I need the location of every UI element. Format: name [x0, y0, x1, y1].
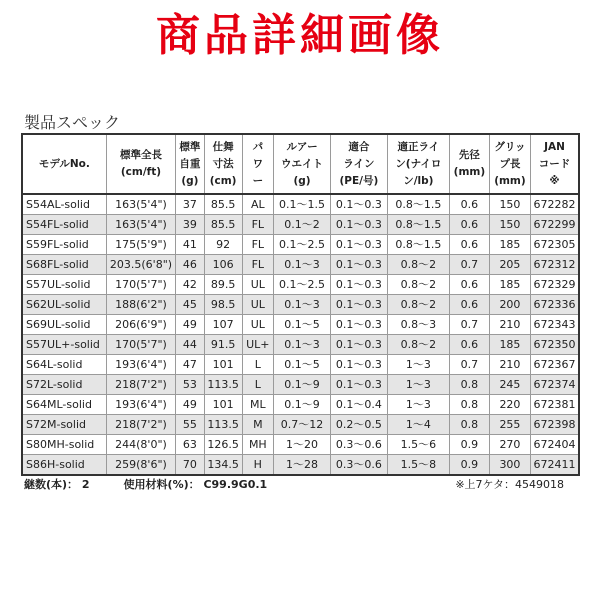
model-cell: S59FL-solid — [22, 235, 106, 255]
table-cell: 672398 — [530, 415, 579, 435]
table-cell: 1～28 — [274, 455, 331, 476]
table-cell: 672336 — [530, 295, 579, 315]
model-cell: S57UL+-solid — [22, 335, 106, 355]
table-cell: 55 — [176, 415, 204, 435]
table-row — [22, 455, 579, 476]
table-cell: 0.9 — [449, 435, 489, 455]
table-cell: FL — [242, 255, 274, 275]
table-cell: MH — [242, 435, 274, 455]
table-cell: 0.8～2 — [387, 335, 449, 355]
table-cell: 170(5'7") — [106, 275, 175, 295]
table-cell: 0.3～0.6 — [330, 435, 387, 455]
table-cell: 672350 — [530, 335, 579, 355]
table-cell: 672381 — [530, 395, 579, 415]
table-cell: 185 — [489, 275, 530, 295]
table-cell: 89.5 — [204, 275, 242, 295]
table-cell: 0.8～2 — [387, 295, 449, 315]
table-cell: 210 — [489, 355, 530, 375]
table-cell: 163(5'4") — [106, 215, 175, 235]
table-cell: 41 — [176, 235, 204, 255]
table-cell: UL — [242, 275, 274, 295]
table-cell: 218(7'2") — [106, 415, 175, 435]
table-cell: 0.8～1.5 — [387, 215, 449, 235]
table-cell: 672299 — [530, 215, 579, 235]
table-cell: 218(7'2") — [106, 375, 175, 395]
table-cell: 0.1～9 — [274, 395, 331, 415]
table-cell: 0.8 — [449, 395, 489, 415]
column-header: 先径 (mm) — [449, 134, 489, 194]
table-cell: 300 — [489, 455, 530, 476]
table-cell: 134.5 — [204, 455, 242, 476]
jan-prefix-note: ※上7ケタ：4549018 — [455, 478, 564, 491]
table-cell: 0.1～3 — [274, 335, 331, 355]
table-cell: 39 — [176, 215, 204, 235]
table-cell: 0.8～3 — [387, 315, 449, 335]
table-row — [22, 375, 579, 395]
table-cell: 150 — [489, 194, 530, 215]
table-cell: 85.5 — [204, 215, 242, 235]
table-cell: 46 — [176, 255, 204, 275]
model-cell: S64L-solid — [22, 355, 106, 375]
table-cell: 0.6 — [449, 235, 489, 255]
column-header: 適合 ライン (PE/号) — [330, 134, 387, 194]
model-cell: S80MH-solid — [22, 435, 106, 455]
table-cell: 70 — [176, 455, 204, 476]
table-cell: 42 — [176, 275, 204, 295]
table-cell: 1.5～6 — [387, 435, 449, 455]
table-cell: 0.8 — [449, 415, 489, 435]
table-row — [22, 194, 579, 215]
column-header: JAN コード ※ — [530, 134, 579, 194]
table-cell: 672404 — [530, 435, 579, 455]
table-cell: 203.5(6'8") — [106, 255, 175, 275]
table-cell: 0.1～2.5 — [274, 235, 331, 255]
table-row — [22, 335, 579, 355]
table-cell: 0.1～3 — [274, 295, 331, 315]
model-cell: S72L-solid — [22, 375, 106, 395]
table-cell: 0.7 — [449, 255, 489, 275]
model-cell: S72M-solid — [22, 415, 106, 435]
table-cell: 150 — [489, 215, 530, 235]
table-row — [22, 355, 579, 375]
table-cell: UL — [242, 315, 274, 335]
table-cell: 188(6'2") — [106, 295, 175, 315]
table-cell: 0.1～0.3 — [330, 355, 387, 375]
table-cell: 672374 — [530, 375, 579, 395]
table-cell: 0.1～5 — [274, 315, 331, 335]
table-cell: 53 — [176, 375, 204, 395]
table-cell: 193(6'4") — [106, 355, 175, 375]
column-header: モデルNo. — [22, 134, 106, 194]
table-cell: 0.8～2 — [387, 255, 449, 275]
table-cell: 0.1～0.3 — [330, 375, 387, 395]
table-cell: 92 — [204, 235, 242, 255]
table-cell: 270 — [489, 435, 530, 455]
table-cell: H — [242, 455, 274, 476]
table-cell: 0.1～0.3 — [330, 275, 387, 295]
table-cell: 0.6 — [449, 215, 489, 235]
table-cell: 672343 — [530, 315, 579, 335]
model-cell: S69UL-solid — [22, 315, 106, 335]
table-cell: L — [242, 355, 274, 375]
table-cell: 672305 — [530, 235, 579, 255]
table-row — [22, 255, 579, 275]
table-cell: 205 — [489, 255, 530, 275]
table-cell: 259(8'6") — [106, 455, 175, 476]
table-cell: 0.8 — [449, 375, 489, 395]
table-row — [22, 395, 579, 415]
table-cell: UL+ — [242, 335, 274, 355]
table-cell: 0.9 — [449, 455, 489, 476]
table-cell: FL — [242, 215, 274, 235]
table-row — [22, 215, 579, 235]
table-cell: 0.7 — [449, 355, 489, 375]
table-cell: 672329 — [530, 275, 579, 295]
table-row — [22, 275, 579, 295]
table-cell: 0.1～0.3 — [330, 315, 387, 335]
table-cell: 163(5'4") — [106, 194, 175, 215]
column-header: グリッ プ長 (mm) — [489, 134, 530, 194]
table-cell: 210 — [489, 315, 530, 335]
table-cell: 185 — [489, 235, 530, 255]
table-body — [22, 194, 579, 475]
table-cell: 0.8～1.5 — [387, 235, 449, 255]
table-cell: 106 — [204, 255, 242, 275]
table-cell: 107 — [204, 315, 242, 335]
table-cell: FL — [242, 235, 274, 255]
column-header: 適正ライ ン(ナイロ ン/lb) — [387, 134, 449, 194]
table-cell: 0.8～2 — [387, 275, 449, 295]
table-cell: 0.1～5 — [274, 355, 331, 375]
table-cell: 206(6'9") — [106, 315, 175, 335]
table-cell: 672411 — [530, 455, 579, 476]
table-cell: 1.5～8 — [387, 455, 449, 476]
table-cell: 47 — [176, 355, 204, 375]
table-cell: 85.5 — [204, 194, 242, 215]
pieces-count: 継数(本)： 2 — [24, 478, 90, 491]
table-cell: 672282 — [530, 194, 579, 215]
table-cell: 185 — [489, 335, 530, 355]
table-cell: 37 — [176, 194, 204, 215]
table-cell: 220 — [489, 395, 530, 415]
table-cell: 45 — [176, 295, 204, 315]
table-cell: AL — [242, 194, 274, 215]
table-cell: 0.1～9 — [274, 375, 331, 395]
model-cell: S86H-solid — [22, 455, 106, 476]
table-cell: 0.7～12 — [274, 415, 331, 435]
table-cell: 245 — [489, 375, 530, 395]
model-cell: S54FL-solid — [22, 215, 106, 235]
table-cell: 101 — [204, 355, 242, 375]
footer-specs — [24, 476, 267, 492]
table-cell: L — [242, 375, 274, 395]
section-title: 製品スペック — [24, 113, 121, 132]
table-cell: 175(5'9") — [106, 235, 175, 255]
table-cell: 0.1～0.3 — [330, 335, 387, 355]
table-cell: 0.6 — [449, 275, 489, 295]
table-cell: 0.1～0.3 — [330, 295, 387, 315]
table-cell: 0.1～3 — [274, 255, 331, 275]
column-header: 仕舞 寸法 (cm) — [204, 134, 242, 194]
table-row — [22, 295, 579, 315]
table-cell: 255 — [489, 415, 530, 435]
page-heading: 商品詳細画像 — [156, 10, 444, 61]
table-cell: 44 — [176, 335, 204, 355]
table-cell: 1～4 — [387, 415, 449, 435]
table-cell: 0.1～0.3 — [330, 255, 387, 275]
model-cell: S54AL-solid — [22, 194, 106, 215]
table-cell: 0.6 — [449, 335, 489, 355]
model-cell: S57UL-solid — [22, 275, 106, 295]
table-cell: 0.2～0.5 — [330, 415, 387, 435]
table-row — [22, 315, 579, 335]
table-cell: 170(5'7") — [106, 335, 175, 355]
column-header: 標準全長 (cm/ft) — [106, 134, 175, 194]
table-row — [22, 435, 579, 455]
table-cell: 0.6 — [449, 194, 489, 215]
table-cell: 1～3 — [387, 355, 449, 375]
table-cell: 0.1～0.4 — [330, 395, 387, 415]
column-header: パ ワ ー — [242, 134, 274, 194]
table-cell: 0.1～0.3 — [330, 235, 387, 255]
table-header-row — [22, 134, 579, 194]
table-cell: 1～3 — [387, 375, 449, 395]
table-cell: 0.3～0.6 — [330, 455, 387, 476]
table-cell: 0.1～0.3 — [330, 194, 387, 215]
table-cell: 113.5 — [204, 375, 242, 395]
model-cell: S62UL-solid — [22, 295, 106, 315]
table-cell: 1～3 — [387, 395, 449, 415]
spec-table — [21, 133, 580, 476]
table-cell: 0.1～2 — [274, 215, 331, 235]
table-cell: 91.5 — [204, 335, 242, 355]
table-cell: 200 — [489, 295, 530, 315]
table-cell: 0.6 — [449, 295, 489, 315]
table-cell: 0.1～2.5 — [274, 275, 331, 295]
table-cell: 98.5 — [204, 295, 242, 315]
table-cell: UL — [242, 295, 274, 315]
table-row — [22, 415, 579, 435]
table-cell: 244(8'0") — [106, 435, 175, 455]
column-header: ルアー ウエイト (g) — [274, 134, 331, 194]
table-cell: 1～20 — [274, 435, 331, 455]
table-cell: 0.1～0.3 — [330, 215, 387, 235]
table-cell: 193(6'4") — [106, 395, 175, 415]
table-cell: 101 — [204, 395, 242, 415]
model-cell: S64ML-solid — [22, 395, 106, 415]
table-cell: 113.5 — [204, 415, 242, 435]
table-cell: 49 — [176, 315, 204, 335]
table-cell: 672312 — [530, 255, 579, 275]
material-composition: 使用材料(%)： C99.9G0.1 — [123, 478, 268, 491]
column-header: 標準 自重 (g) — [176, 134, 204, 194]
table-cell: 0.7 — [449, 315, 489, 335]
table-cell: M — [242, 415, 274, 435]
table-cell: ML — [242, 395, 274, 415]
table-cell: 672367 — [530, 355, 579, 375]
table-cell: 49 — [176, 395, 204, 415]
table-cell: 126.5 — [204, 435, 242, 455]
table-cell: 63 — [176, 435, 204, 455]
model-cell: S68FL-solid — [22, 255, 106, 275]
table-cell: 0.8～1.5 — [387, 194, 449, 215]
table-cell: 0.1～1.5 — [274, 194, 331, 215]
table-row — [22, 235, 579, 255]
